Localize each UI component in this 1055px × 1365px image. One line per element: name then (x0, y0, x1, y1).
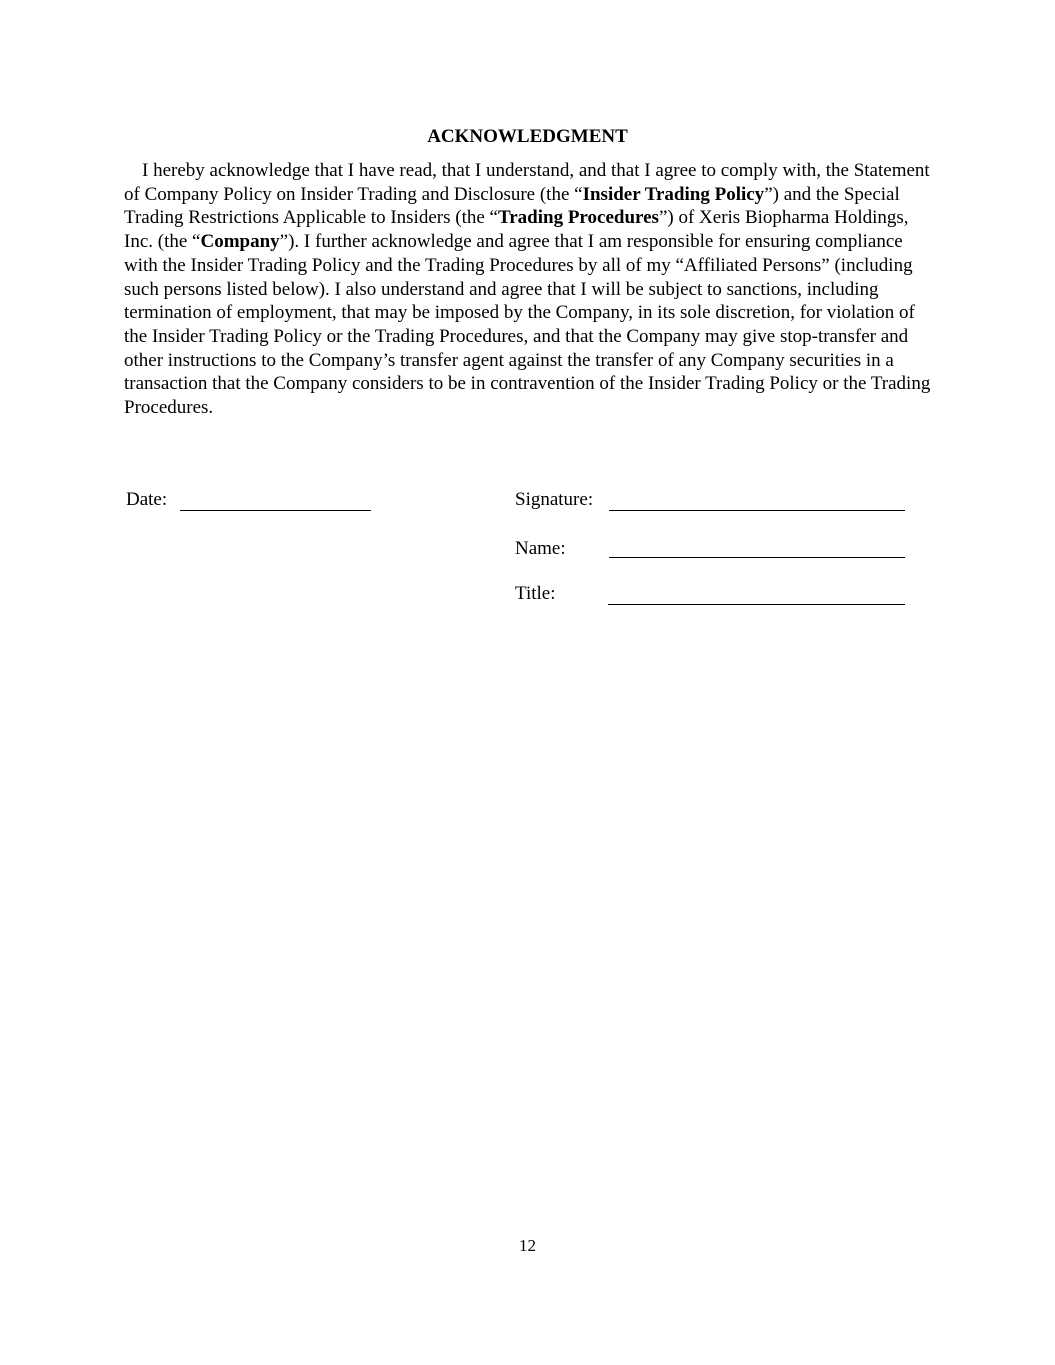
page-number: 12 (519, 1236, 536, 1255)
name-field-line[interactable] (609, 557, 905, 558)
date-field-line[interactable] (180, 510, 371, 511)
paragraph-text-4: ”). I further acknowledge and agree that I am responsible for ensuring compliance with the Insider Trading Policy and the Trading Procedures by all of my “Affiliated Persons” (including such persons listed below). I also understand and agree that I will be subject to sanctions, including termination of employment, that may be imposed by the Company, in its sole discretion, for violation of the Insider Trading Policy or the Trading Procedures, and that the Company may give stop-transfer and other instructions to the Company’s transfer agent against the transfer of any Company securities in a transaction that the Company considers to be in contravention of the Insider Trading Policy or the Trading Procedures. (124, 231, 931, 419)
signature-field-line[interactable] (609, 510, 905, 511)
defined-term-insider-trading-policy: Insider Trading Policy (582, 183, 765, 205)
document-heading: ACKNOWLEDGMENT (427, 126, 628, 147)
signature-label: Signature: (515, 489, 594, 510)
acknowledgment-paragraph (124, 159, 936, 420)
title-label: Title: (515, 583, 556, 604)
paragraph-text-2: ”) and the Special Trading Restrictions Applicable to Insiders (the “ (124, 183, 900, 229)
name-label: Name: (515, 538, 566, 559)
defined-term-trading-procedures: Trading Procedures (497, 207, 659, 229)
paragraph-text-1: I hereby acknowledge that I have read, that I understand, and that I agree to comply with, the Statement of Company Policy on Insider Trading and Disclosure (the “ (124, 160, 930, 205)
paragraph-text-3: ”) of Xeris Biopharma Holdings, Inc. (the “ (124, 207, 909, 253)
date-label: Date: (126, 489, 168, 510)
defined-term-company: Company (200, 231, 280, 253)
title-field-line[interactable] (608, 604, 905, 605)
